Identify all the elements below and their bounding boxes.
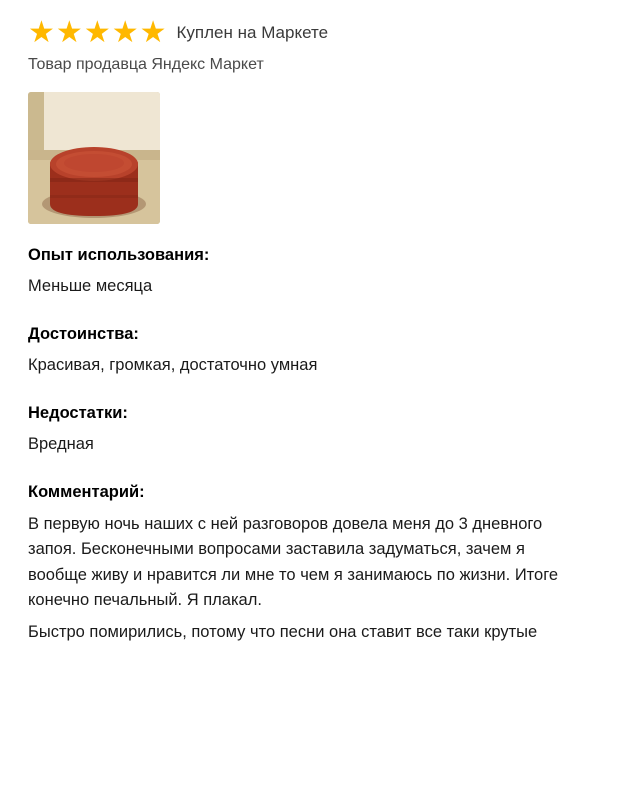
field-value: Красивая, громкая, достаточно умная bbox=[28, 355, 318, 374]
comment-paragraph: Быстро помирились, потому что песни она ставит все таки крутые bbox=[28, 623, 538, 642]
star-rating bbox=[28, 18, 167, 48]
purchase-badge-label: Куплен на Маркете bbox=[176, 23, 329, 42]
field-label: Опыт использования: bbox=[28, 246, 210, 264]
field-comment bbox=[28, 483, 599, 646]
star-icon: ★ bbox=[111, 16, 139, 49]
field-value: Меньше месяца bbox=[28, 277, 153, 295]
field-label: Недостатки: bbox=[28, 403, 128, 422]
field-experience bbox=[28, 246, 599, 299]
seller-line: Товар продавца Яндекс Маркет bbox=[28, 56, 264, 73]
field-pros bbox=[28, 325, 599, 378]
field-label: Комментарий: bbox=[28, 482, 145, 501]
review-photo-strip bbox=[28, 92, 599, 224]
star-icon: ★ bbox=[28, 16, 55, 49]
star-icon: ★ bbox=[83, 16, 111, 49]
rating-row bbox=[28, 18, 599, 48]
review-photo-thumbnail[interactable] bbox=[28, 92, 160, 224]
star-icon: ★ bbox=[139, 16, 167, 49]
field-value: Вредная bbox=[28, 434, 94, 453]
product-photo-illustration bbox=[28, 92, 160, 224]
star-icon: ★ bbox=[55, 16, 83, 49]
comment-paragraph: В первую ночь наших с ней разговоров довела меня до 3 дневного запоя. Бесконечными вопросами заставила задуматься, зачем я вообще живу и нравится ли мне то чем я занимаюсь по жизни. Итоге конечно печальный. Я плакал. bbox=[28, 514, 559, 610]
field-label: Достоинства: bbox=[28, 324, 139, 343]
field-cons bbox=[28, 404, 599, 457]
